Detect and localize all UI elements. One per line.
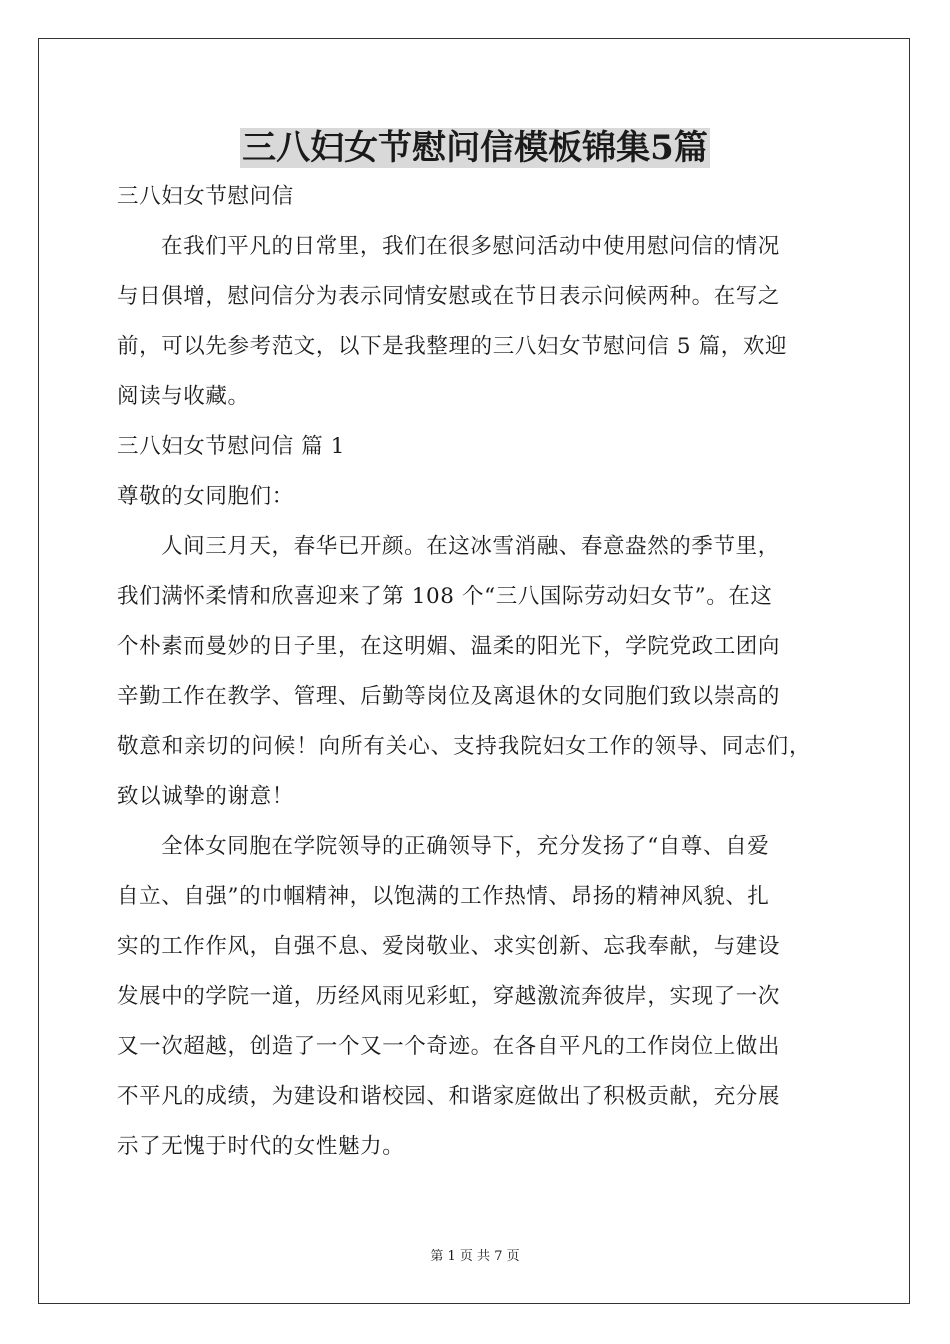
text-line: 与日俱增，慰问信分为表示同情安慰或在节日表示问候两种。在写之 xyxy=(117,284,781,309)
subtitle-line: 三八妇女节慰问信 xyxy=(117,184,294,209)
text-line: 不平凡的成绩，为建设和谐校园、和谐家庭做出了积极贡献，充分展 xyxy=(117,1084,781,1109)
text-line: 发展中的学院一道，历经风雨见彩虹，穿越激流奔彼岸，实现了一次 xyxy=(117,984,781,1009)
text-line: 阅读与收藏。 xyxy=(117,384,250,409)
text-line: 在我们平凡的日常里，我们在很多慰问活动中使用慰问信的情况 xyxy=(161,234,780,259)
text-line: 致以诚挚的谢意！ xyxy=(117,784,294,809)
text-line: 示了无愧于时代的女性魅力。 xyxy=(117,1134,405,1159)
text-line: 实的工作作风，自强不息、爱岗敬业、求实创新、忘我奉献，与建设 xyxy=(117,934,781,959)
text-line: 我们满怀柔情和欣喜迎来了第 108 个“三八国际劳动妇女节”。在这 xyxy=(117,584,773,609)
document-title xyxy=(0,126,950,170)
text-line: 人间三月天，春华已开颜。在这冰雪消融、春意盎然的季节里， xyxy=(161,534,780,559)
section-heading: 三八妇女节慰问信 篇 1 xyxy=(117,434,346,459)
document-title-text: 三八妇女节慰问信模板锦集5篇 xyxy=(242,128,708,168)
page-border xyxy=(38,38,910,1304)
text-line: 敬意和亲切的问候！向所有关心、支持我院妇女工作的领导、同志们， xyxy=(117,734,812,759)
text-line: 辛勤工作在教学、管理、后勤等岗位及离退休的女同胞们致以崇高的 xyxy=(117,684,781,709)
text-line: 自立、自强”的巾帼精神，以饱满的工作热情、昂扬的精神风貌、扎 xyxy=(117,884,770,909)
text-line: 前，可以先参考范文，以下是我整理的三八妇女节慰问信 5 篇，欢迎 xyxy=(117,334,788,359)
salutation-line: 尊敬的女同胞们： xyxy=(117,484,294,509)
page-footer: 第 1 页 共 7 页 xyxy=(430,1249,520,1264)
text-line: 又一次超越，创造了一个又一个奇迹。在各自平凡的工作岗位上做出 xyxy=(117,1034,781,1059)
text-line: 个朴素而曼妙的日子里，在这明媚、温柔的阳光下，学院党政工团向 xyxy=(117,634,781,659)
text-line: 全体女同胞在学院领导的正确领导下，充分发扬了“自尊、自爱 xyxy=(161,834,770,859)
